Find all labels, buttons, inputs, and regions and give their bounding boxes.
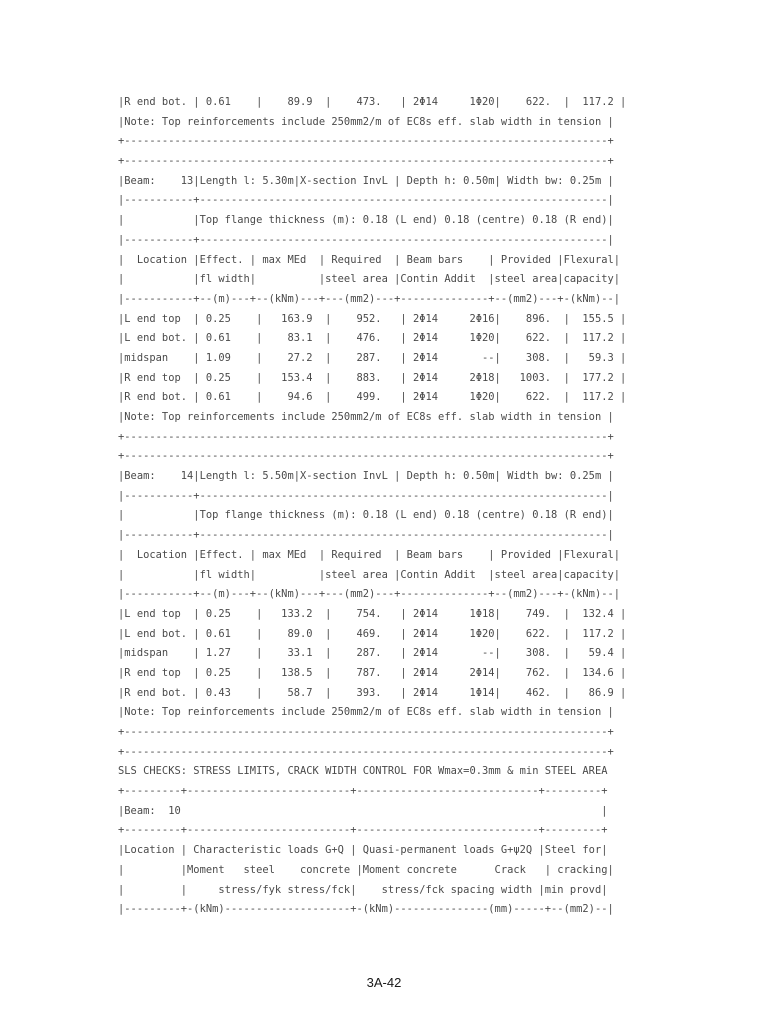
report-line: |-----------+-----------------------------------------------------------------|	[118, 489, 614, 502]
report-line: |L end bot. | 0.61 | 83.1 | 476. | 2Φ14 1Φ20| 622. | 117.2 |	[118, 332, 627, 345]
report-line: | |Top flange thickness (m): 0.18 (L end) 0.18 (centre) 0.18 (R end)|	[118, 214, 614, 227]
report-line: +-----------------------------------------------------------------------------+	[118, 430, 614, 443]
report-line: | |fl width| |steel area |Contin Addit |steel area|capacity|	[118, 568, 621, 581]
report-line: |Location | Characteristic loads G+Q | Quasi-permanent loads G+ψ2Q |Steel for|	[118, 844, 608, 857]
report-line: |Note: Top reinforcements include 250mm2/m of EC8s eff. slab width in tension |	[118, 411, 614, 423]
report-line: +-----------------------------------------------------------------------------+	[118, 135, 614, 148]
report-line: +---------+--------------------------+-----------------------------+---------+	[118, 785, 608, 798]
report-line: | | stress/fyk stress/fck| stress/fck spacing width |min provd|	[118, 883, 608, 896]
report-line: |Beam: 10 |	[118, 804, 608, 817]
report-line: +-----------------------------------------------------------------------------+	[118, 155, 614, 168]
report-line: |midspan | 1.27 | 33.1 | 287. | 2Φ14 --| 308. | 59.4 |	[118, 647, 627, 660]
report-line: | |fl width| |steel area |Contin Addit |steel area|capacity|	[118, 273, 621, 286]
report-line: |Note: Top reinforcements include 250mm2/m of EC8s eff. slab width in tension |	[118, 115, 614, 128]
report-line: |Beam: 13|Length l: 5.30m|X-section InvL | Depth h: 0.50m| Width bw: 0.25m |	[118, 174, 614, 187]
report-line: |R end top | 0.25 | 153.4 | 883. | 2Φ14 2Φ18| 1003. | 177.2 |	[118, 371, 627, 384]
report-line: +---------+--------------------------+-----------------------------+---------+	[118, 824, 608, 837]
report-line: +-----------------------------------------------------------------------------+	[118, 450, 614, 463]
report-line: |-----------+--(m)---+--(kNm)---+---(mm2)---+--------------+--(mm2)---+-(kNm)--|	[118, 588, 621, 601]
report-line: | |Top flange thickness (m): 0.18 (L end) 0.18 (centre) 0.18 (R end)|	[118, 509, 614, 522]
report-line: |Note: Top reinforcements include 250mm2/m of EC8s eff. slab width in tension |	[118, 706, 614, 719]
report-line: |L end bot. | 0.61 | 89.0 | 469. | 2Φ14 1Φ20| 622. | 117.2 |	[118, 627, 627, 640]
report-line: |L end top | 0.25 | 163.9 | 952. | 2Φ14 2Φ16| 896. | 155.5 |	[118, 312, 627, 325]
report-line: |R end top | 0.25 | 138.5 | 787. | 2Φ14 2Φ14| 762. | 134.6 |	[118, 666, 627, 679]
report-line: |-----------+-----------------------------------------------------------------|	[118, 194, 614, 207]
report-line: |---------+-(kNm)--------------------+-(kNm)---------------(mm)-----+--(mm2)--|	[118, 903, 614, 916]
report-line: |L end top | 0.25 | 133.2 | 754. | 2Φ14 1Φ18| 749. | 132.4 |	[118, 607, 627, 620]
report-line: |-----------+--(m)---+--(kNm)---+---(mm2)---+--------------+--(mm2)---+-(kNm)--|	[118, 292, 621, 305]
page-number: 3A-42	[366, 975, 402, 990]
report-line: | Location |Effect. | max MEd | Required | Beam bars | Provided |Flexural|	[118, 253, 621, 266]
report-line: | |Moment steel concrete |Moment concrete Crack | cracking|	[118, 863, 614, 876]
report-text-block	[118, 93, 626, 920]
report-line: | Location |Effect. | max MEd | Required | Beam bars | Provided |Flexural|	[118, 548, 621, 561]
report-line: |Beam: 14|Length l: 5.50m|X-section InvL | Depth h: 0.50m| Width bw: 0.25m |	[118, 470, 614, 483]
report-line: |midspan | 1.09 | 27.2 | 287. | 2Φ14 --| 308. | 59.3 |	[118, 351, 627, 364]
report-line: |R end bot. | 0.61 | 89.9 | 473. | 2Φ14 1Φ20| 622. | 117.2 |	[118, 96, 627, 108]
report-line: |-----------+-----------------------------------------------------------------|	[118, 233, 614, 246]
report-line: SLS CHECKS: STRESS LIMITS, CRACK WIDTH CONTROL FOR Wmax=0.3mm & min STEEL AREA	[118, 765, 608, 778]
report-line: |R end bot. | 0.43 | 58.7 | 393. | 2Φ14 1Φ14| 462. | 86.9 |	[118, 686, 627, 699]
report-line: |R end bot. | 0.61 | 94.6 | 499. | 2Φ14 1Φ20| 622. | 117.2 |	[118, 391, 627, 404]
report-line: |-----------+-----------------------------------------------------------------|	[118, 529, 614, 542]
report-line: +-----------------------------------------------------------------------------+	[118, 745, 614, 758]
report-line: +-----------------------------------------------------------------------------+	[118, 726, 614, 738]
